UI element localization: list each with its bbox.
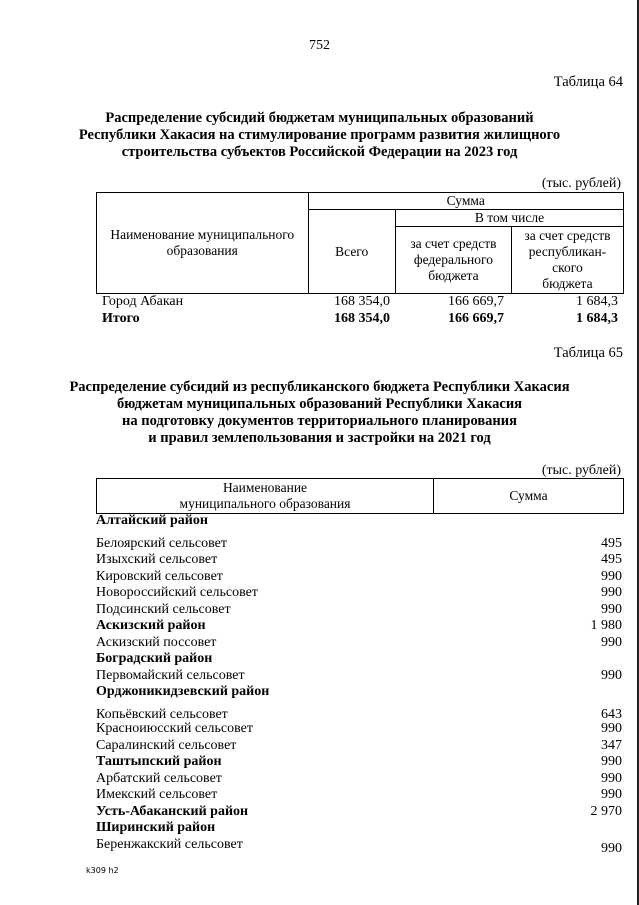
- row-value: 990: [601, 770, 622, 786]
- row-name: Имекский сельсовет: [96, 787, 218, 802]
- row-name: Ширинский район: [96, 820, 216, 835]
- row-value: 990: [601, 787, 622, 802]
- row-name: Алтайский район: [96, 513, 208, 528]
- row-value: 1 980: [590, 618, 622, 633]
- table-row: [96, 837, 622, 854]
- table-row: [96, 684, 622, 701]
- header-republic-line: республикан-: [528, 244, 607, 259]
- table-64-units: (тыс. рублей): [541, 176, 621, 191]
- row-value: 990: [601, 568, 622, 584]
- header-republic-line: бюджета: [542, 276, 593, 291]
- row-name: Саралинский сельсовет: [96, 737, 237, 753]
- summary-total: 168 354,0: [334, 311, 390, 326]
- title-line: и правил землепользования и застройки на 2021 год: [148, 430, 491, 446]
- header-sum: Сумма: [434, 479, 624, 514]
- row-value: 2 970: [590, 803, 622, 819]
- table-row: [96, 513, 622, 530]
- table-row: [96, 618, 622, 635]
- row-name: Копьёвский сельсовет: [96, 706, 228, 722]
- row-name: Беренжакский сельсовет: [96, 836, 243, 852]
- header-including: В том числе: [395, 210, 623, 227]
- row-name: Аскизский район: [96, 618, 206, 633]
- row-value: 990: [601, 667, 622, 683]
- table-65-label: Таблица 65: [553, 345, 623, 361]
- header-total: Всего: [308, 210, 395, 294]
- row-name: Подсинский сельсовет: [96, 601, 231, 617]
- row-value: 495: [601, 552, 622, 567]
- page-number: 752: [309, 38, 330, 53]
- row-republic: 1 684,3: [576, 294, 618, 309]
- header-republic-line: за счет средств: [524, 228, 611, 243]
- summary-name: Итого: [102, 311, 140, 326]
- title-line: Республики Хакасия на стимулирование программ развития жилищного: [78, 127, 561, 143]
- table-row: [96, 668, 622, 685]
- row-name: Боградский район: [96, 651, 213, 666]
- row-value: 347: [601, 737, 622, 753]
- row-name: Арбатский сельсовет: [96, 770, 222, 786]
- table-row: [96, 771, 622, 788]
- table-64-title: [0, 110, 639, 161]
- table-row: [96, 721, 622, 738]
- header-republic: [511, 227, 623, 294]
- header-name-line: муниципального образования: [179, 496, 351, 511]
- title-line: бюджетам муниципальных образований Республики Хакасия: [116, 396, 523, 412]
- row-federal: 166 669,7: [448, 294, 504, 309]
- row-name: Кировский сельсовет: [96, 568, 223, 584]
- row-name: Усть-Абаканский район: [96, 803, 249, 819]
- table-row: [96, 293, 624, 310]
- table-row: [96, 585, 622, 602]
- table-65-units: (тыс. рублей): [541, 463, 621, 478]
- row-name: Орджоникидзевский район: [96, 684, 270, 699]
- table-row: [96, 754, 622, 771]
- row-name: Город Абакан: [102, 294, 184, 309]
- table-row: [96, 787, 622, 804]
- row-name: Белоярский сельсовет: [96, 535, 227, 551]
- header-name: [97, 479, 434, 514]
- table-row: [96, 536, 622, 553]
- table-65-title: [0, 379, 639, 447]
- row-name: Таштыпский район: [96, 754, 222, 769]
- title-line: Распределение субсидий из республиканского бюджета Республики Хакасия: [69, 379, 570, 395]
- header-republic-line: ского: [552, 260, 583, 275]
- row-value: 990: [601, 585, 622, 600]
- table-row: [96, 552, 622, 569]
- row-value: 990: [601, 634, 622, 650]
- summary-republic: 1 684,3: [576, 311, 618, 326]
- row-name: Аскизский поссовет: [96, 634, 217, 650]
- header-sum: Сумма: [308, 193, 624, 210]
- row-name: Первомайский сельсовет: [96, 667, 245, 683]
- row-name: Изыхский сельсовет: [96, 552, 218, 567]
- row-name: Красноиюсский сельсовет: [96, 721, 253, 736]
- footer-code: k309 h2: [86, 866, 119, 875]
- title-line: Распределение субсидий бюджетам муниципальных образований: [105, 110, 534, 126]
- table-65: [96, 478, 624, 514]
- table-row: [96, 569, 622, 586]
- table-row: [96, 635, 622, 652]
- summary-row: [96, 310, 624, 327]
- title-line: строительства субъектов Российской Федерации на 2023 год: [121, 144, 518, 160]
- table-row: [96, 651, 622, 668]
- row-value: 643: [601, 706, 622, 722]
- row-name: Новороссийский сельсовет: [96, 585, 258, 600]
- table-row: [96, 738, 622, 755]
- table-row: [96, 820, 622, 837]
- table-row: [96, 804, 622, 821]
- row-value: 990: [601, 721, 622, 736]
- title-line: на подготовку документов территориального планирования: [121, 413, 517, 429]
- row-value: 495: [601, 535, 622, 551]
- summary-federal: 166 669,7: [448, 311, 504, 326]
- header-federal: за счет средств федерального бюджета: [395, 227, 511, 294]
- municipality-list: [96, 513, 622, 856]
- table-row: [96, 602, 622, 619]
- table-64: [96, 192, 624, 294]
- row-value: 990: [601, 601, 622, 617]
- row-value: 990: [601, 754, 622, 769]
- table-64-label: Таблица 64: [553, 74, 623, 90]
- row-value: 990: [601, 840, 622, 856]
- row-total: 168 354,0: [334, 294, 390, 309]
- header-name: Наименование муниципального образования: [97, 193, 309, 294]
- header-name-line: Наименование: [222, 480, 308, 495]
